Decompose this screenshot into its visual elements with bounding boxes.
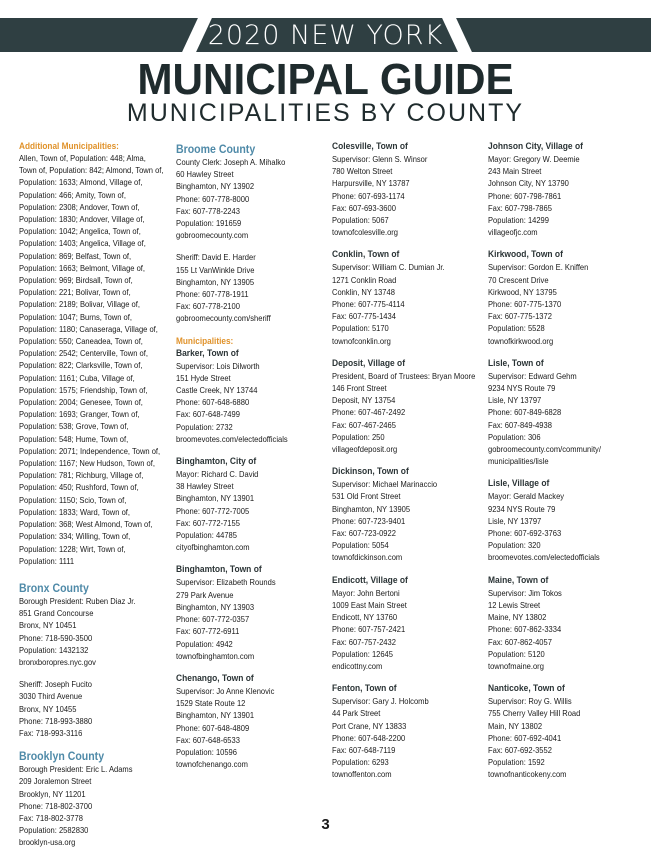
info-line[interactable]: municipalities/lisle (488, 456, 549, 467)
info-line: Phone: 607-862-3334 (488, 624, 562, 635)
info-line: Population: 5170 (332, 323, 389, 334)
municipality-title: Chenango, Town of (176, 672, 254, 684)
info-line: Supervisor: Michael Marinaccio (332, 479, 438, 490)
county-heading-broome: Broome County (176, 142, 256, 156)
broome-sheriff (176, 251, 326, 324)
column-4 (488, 140, 638, 791)
info-line: Fax: 607-778-2243 (176, 205, 240, 216)
info-line: Brooklyn, NY 11201 (19, 788, 86, 799)
municipalities-heading: Municipalities: (176, 334, 234, 346)
info-line: 44 Park Street (332, 708, 381, 719)
info-line[interactable]: bronxboropres.nyc.gov (19, 656, 96, 667)
municipality-entry (176, 563, 326, 661)
info-line: Population: 14299 (488, 215, 549, 226)
info-line: Fax: 607-772-6911 (176, 626, 240, 637)
info-line: Fax: 718-802-3778 (19, 812, 83, 823)
column-1 (19, 140, 164, 859)
info-line: Fax: 607-648-7499 (176, 409, 240, 420)
municipality-entry (488, 477, 638, 563)
info-line[interactable]: gobroomecounty.com/community/ (488, 444, 601, 455)
info-line: Phone: 607-648-4809 (176, 722, 250, 733)
info-line[interactable]: townofbinghamton.com (176, 650, 255, 661)
info-line: 9234 NYS Route 79 (488, 503, 556, 514)
info-line: Phone: 607-692-3763 (488, 528, 562, 539)
info-line: Fax: 607-772-7155 (176, 517, 240, 528)
brooklyn-contact (19, 763, 169, 848)
info-line: Phone: 607-648-2200 (332, 732, 406, 743)
info-line: Fax: 607-849-4938 (488, 419, 552, 430)
municipality-entry (488, 574, 638, 672)
info-line: Population: 5528 (488, 323, 545, 334)
info-line: Main, NY 13802 (488, 720, 543, 731)
info-line: Population: 2582830 (19, 825, 89, 836)
info-line[interactable]: townofchenango.com (176, 759, 248, 770)
municipality-title: Nanticoke, Town of (488, 683, 565, 695)
info-line: Binghamton, NY 13902 (176, 181, 255, 192)
info-line: 279 Park Avenue (176, 589, 234, 600)
broome-contact (176, 156, 326, 241)
info-line: 1529 State Route 12 (176, 698, 246, 709)
info-line: Population: 5067 (332, 215, 389, 226)
info-line: Binghamton, NY 13905 (332, 503, 411, 514)
info-line[interactable]: broomevotes.com/electedofficials (176, 433, 288, 444)
municipality-entry (332, 357, 482, 455)
municipality-title: Lisle, Village of (488, 478, 550, 490)
info-line: Mayor: John Bertoni (332, 587, 400, 598)
info-line: 9234 NYS Route 79 (488, 383, 556, 394)
year-title: 2020 NEW YORK (207, 20, 444, 51)
info-line: Supervisor: Glenn S. Winsor (332, 154, 428, 164)
info-line: Phone: 607-693-1174 (332, 190, 405, 201)
municipality-entry (332, 140, 482, 238)
info-line[interactable]: townofcolesville.org (332, 227, 398, 238)
info-line: Bronx, NY 10455 (19, 703, 77, 714)
municipality-entry (332, 465, 482, 563)
info-line: Phone: 607-798-7861 (488, 190, 562, 201)
info-line: Phone: 607-772-7005 (176, 505, 250, 516)
info-line: Population: 4942 (176, 638, 233, 649)
additional-municipalities-text: Allen, Town of, Population: 448; Alma, Town of, Population: 842; Almond, Town of, Population: 1633; Almond, Village of, Population: 466; Amity, Town of, Population: 2308; Andover, Town of, Population: 1830; Andover, Village of, Population: 1042; Angelica, Town of, Population: 1403; Angelica, Village of, Population: 869; Belfast, Town of, Population: 1663; Belmont, Village of, Population: 969; Birdsall, Town of, Population: 221; Bolivar, Town of, Population: 2189; Bolivar, Village of, Population: 1047; Burns, Town of, Population: 1180; Canaseraga, Village of, Population: 550; Caneadea, Town of, Population: 2542; Centerville, Town of, Population: 822; Clarksville, Town of, Population: 1161; Cuba, Village of, Population: 1575; Friendship, Town of, Population: 2004; Genesee, Town of, Population: 1693; Granger, Town of, Population: 538; Grove, Town of, Population: 548; Hume, Town of, Population: 2071; Independence, Town of, Population: 1167; New Hudson, Town of, Population: 781; Richburg, Village of, Population: 450; Rushford, Town of, Population: 1150; Scio, Town of, Population: 1833; Ward, Town of, Population: 368; West Almond, Town of, Population: 334; Willing, Town of, Population: 1228; Wirt, Town of, Population: 1111 (19, 153, 164, 566)
column-3 (332, 140, 477, 791)
municipality-title: Deposit, Village of (332, 357, 406, 369)
info-line: Maine, NY 13802 (488, 612, 547, 623)
info-line: 780 Welton Street (332, 166, 393, 177)
info-line: Population: 10596 (176, 746, 237, 757)
info-line[interactable]: townofkirkwood.org (488, 335, 554, 346)
info-line: Johnson City, NY 13790 (488, 178, 569, 189)
info-line: 1009 East Main Street (332, 599, 407, 610)
municipality-title: Barker, Town of (176, 347, 239, 359)
additional-municipalities-heading: Additional Municipalities: (19, 140, 119, 151)
municipality-entry (332, 682, 482, 780)
info-line: Fax: 607-723-0922 (332, 528, 396, 539)
info-line: Population: 12645 (332, 648, 393, 659)
info-line: Lisle, NY 13797 (488, 515, 542, 526)
info-line: Population: 306 (488, 431, 541, 442)
info-line: Fax: 607-775-1372 (488, 311, 552, 322)
info-line: Mayor: Richard C. David (176, 469, 259, 480)
info-line: Lisle, NY 13797 (488, 395, 542, 406)
county-heading-brooklyn: Brooklyn County (19, 749, 105, 764)
info-line: Mayor: Gerald Mackey (488, 491, 565, 502)
info-line: Population: 5120 (488, 648, 545, 659)
sub-title: MUNICIPALITIES BY COUNTY (126, 99, 525, 127)
municipality-entry (488, 682, 638, 780)
info-line[interactable]: townofdickinson.com (332, 552, 403, 563)
info-line: Binghamton, NY 13903 (176, 601, 255, 612)
info-line: 243 Main Street (488, 166, 542, 177)
info-line[interactable]: gobroomecounty.com/sheriff (176, 313, 271, 324)
info-line: Supervisor: Edward Gehm (488, 370, 577, 381)
column-2 (176, 140, 321, 780)
info-line: 209 Joralemon Street (19, 776, 92, 787)
info-line: 531 Old Front Street (332, 491, 401, 502)
info-line: Phone: 718-590-3500 (19, 632, 93, 643)
info-line: Harpursville, NY 13787 (332, 178, 410, 189)
page-number: 3 (321, 816, 330, 833)
info-line[interactable]: townofmaine.org (488, 660, 544, 671)
info-line: Phone: 718-993-3880 (19, 715, 93, 726)
info-line: 146 Front Street (332, 383, 387, 394)
info-line[interactable]: endicottny.com (332, 660, 383, 671)
info-line: Sheriff: Joseph Fucito (19, 679, 93, 690)
info-line: Port Crane, NY 13833 (332, 720, 407, 731)
info-line: Supervisor: Gary J. Holcomb (332, 696, 429, 707)
info-line: Phone: 607-757-2421 (332, 624, 406, 635)
info-line: Population: 320 (488, 540, 541, 551)
info-line: Phone: 607-723-9401 (332, 515, 406, 526)
info-line: 3030 Third Avenue (19, 691, 83, 702)
info-line: Fax: 607-757-2432 (332, 636, 396, 647)
municipality-title: Endicott, Village of (332, 574, 408, 586)
info-line[interactable]: villageofdeposit.org (332, 444, 398, 455)
info-line: Fax: 607-467-2465 (332, 419, 396, 430)
municipality-title: Binghamton, City of (176, 456, 257, 468)
info-line: Supervisor: Lois Dilworth (176, 360, 260, 371)
municipality-title: Dickinson, Town of (332, 466, 409, 478)
info-line: 38 Hawley Street (176, 481, 234, 492)
info-line: 60 Hawley Street (176, 169, 234, 180)
info-line: Fax: 607-692-3552 (488, 744, 552, 755)
info-line: Phone: 607-778-1911 (176, 289, 249, 300)
info-line: Population: 6293 (332, 757, 389, 768)
info-line: Kirkwood, NY 13795 (488, 286, 557, 297)
info-line: Phone: 607-467-2492 (332, 407, 406, 418)
info-line: Population: 191659 (176, 218, 242, 229)
info-line: 1271 Conklin Road (332, 274, 397, 285)
county-heading-bronx: Bronx County (19, 580, 89, 595)
info-line: 151 Hyde Street (176, 372, 231, 383)
info-line[interactable]: broomevotes.com/electedofficials (488, 552, 600, 563)
info-line: Fax: 607-648-6533 (176, 734, 240, 745)
info-line[interactable]: townofconklin.org (332, 335, 391, 346)
info-line: Supervisor: Elizabeth Rounds (176, 577, 276, 588)
info-line: Fax: 718-993-3116 (19, 727, 83, 738)
municipality-title: Lisle, Town of (488, 357, 544, 369)
municipality-title: Maine, Town of (488, 574, 549, 586)
info-line: Sheriff: David E. Harder (176, 252, 256, 263)
info-line: Phone: 607-692-4041 (488, 732, 562, 743)
info-line[interactable]: gobroomecounty.com (176, 230, 249, 241)
info-line: Fax: 607-648-7119 (332, 744, 396, 755)
info-line: Fax: 607-778-2100 (176, 301, 240, 312)
municipality-title: Binghamton, Town of (176, 564, 262, 576)
info-line[interactable]: villageofjc.com (488, 227, 538, 238)
info-line: Population: 5054 (332, 540, 389, 551)
info-line: Borough President: Eric L. Adams (19, 764, 133, 775)
municipality-title: Kirkwood, Town of (488, 249, 563, 261)
info-line: Population: 44785 (176, 530, 237, 541)
info-line: 755 Cherry Valley Hill Road (488, 708, 581, 719)
info-line: Supervisor: Jim Tokos (488, 587, 562, 598)
info-line: Endicott, NY 13760 (332, 612, 398, 623)
info-line: Fax: 607-862-4057 (488, 636, 552, 647)
info-line: 851 Grand Concourse (19, 608, 94, 619)
info-line: Supervisor: Roy G. Willis (488, 696, 572, 707)
info-line: Castle Creek, NY 13744 (176, 385, 258, 396)
info-line: Phone: 607-775-4114 (332, 299, 405, 310)
municipality-entry (176, 672, 326, 770)
info-line: Phone: 607-648-6880 (176, 397, 250, 408)
bronx-sheriff (19, 678, 169, 739)
info-line: 155 Lt VanWinkle Drive (176, 264, 255, 275)
info-line: Phone: 607-772-0357 (176, 614, 250, 625)
info-line: Borough President: Ruben Diaz Jr. (19, 595, 136, 606)
info-line: Conklin, NY 13748 (332, 286, 395, 297)
info-line: Mayor: Gregory W. Deemie (488, 154, 580, 164)
info-line[interactable]: townoffenton.com (332, 769, 392, 780)
info-line[interactable]: brooklyn-usa.org (19, 837, 76, 848)
info-line: Binghamton, NY 13901 (176, 710, 255, 721)
info-line: Fax: 607-693-3600 (332, 202, 396, 213)
info-line: 12 Lewis Street (488, 599, 541, 610)
info-line[interactable]: townofnanticokeny.com (488, 769, 567, 780)
info-line: Population: 1592 (488, 757, 545, 768)
bronx-contact (19, 595, 169, 668)
municipality-entry (488, 357, 638, 468)
info-line: Fax: 607-775-1434 (332, 311, 396, 322)
municipality-entry (332, 248, 482, 346)
info-line: 70 Crescent Drive (488, 274, 549, 285)
municipality-entry (332, 574, 482, 672)
info-line: Population: 2732 (176, 421, 233, 432)
info-line: Phone: 607-778-8000 (176, 193, 250, 204)
info-line: Supervisor: William C. Dumian Jr. (332, 262, 445, 273)
info-line[interactable]: cityofbinghamton.com (176, 542, 250, 553)
municipality-title: Fenton, Town of (332, 683, 397, 695)
info-line: Population: 1432132 (19, 644, 89, 655)
info-line: Supervisor: Jo Anne Klenovic (176, 685, 275, 696)
municipality-title: Conklin, Town of (332, 249, 400, 261)
info-line: Phone: 718-802-3700 (19, 800, 93, 811)
info-line: Deposit, NY 13754 (332, 395, 396, 406)
municipality-entry (488, 248, 638, 346)
municipality-entry (488, 140, 638, 238)
info-line: Bronx, NY 10451 (19, 620, 77, 631)
info-line: Binghamton, NY 13905 (176, 276, 255, 287)
main-title: MUNICIPAL GUIDE (137, 55, 514, 104)
info-line: Supervisor: Gordon E. Kniffen (488, 262, 589, 273)
municipality-title: Colesville, Town of (332, 141, 408, 152)
municipality-title: Johnson City, Village of (488, 141, 583, 152)
info-line: Fax: 607-798-7865 (488, 202, 552, 213)
info-line: Population: 250 (332, 431, 385, 442)
info-line: Phone: 607-775-1370 (488, 299, 562, 310)
info-line: Binghamton, NY 13901 (176, 493, 255, 504)
municipality-entry (176, 347, 326, 445)
info-line: President, Board of Trustees: Bryan Moore (332, 370, 476, 381)
info-line: Phone: 607-849-6828 (488, 407, 562, 418)
info-line: County Clerk: Joseph A. Mihalko (176, 157, 286, 167)
municipality-entry (176, 455, 326, 553)
